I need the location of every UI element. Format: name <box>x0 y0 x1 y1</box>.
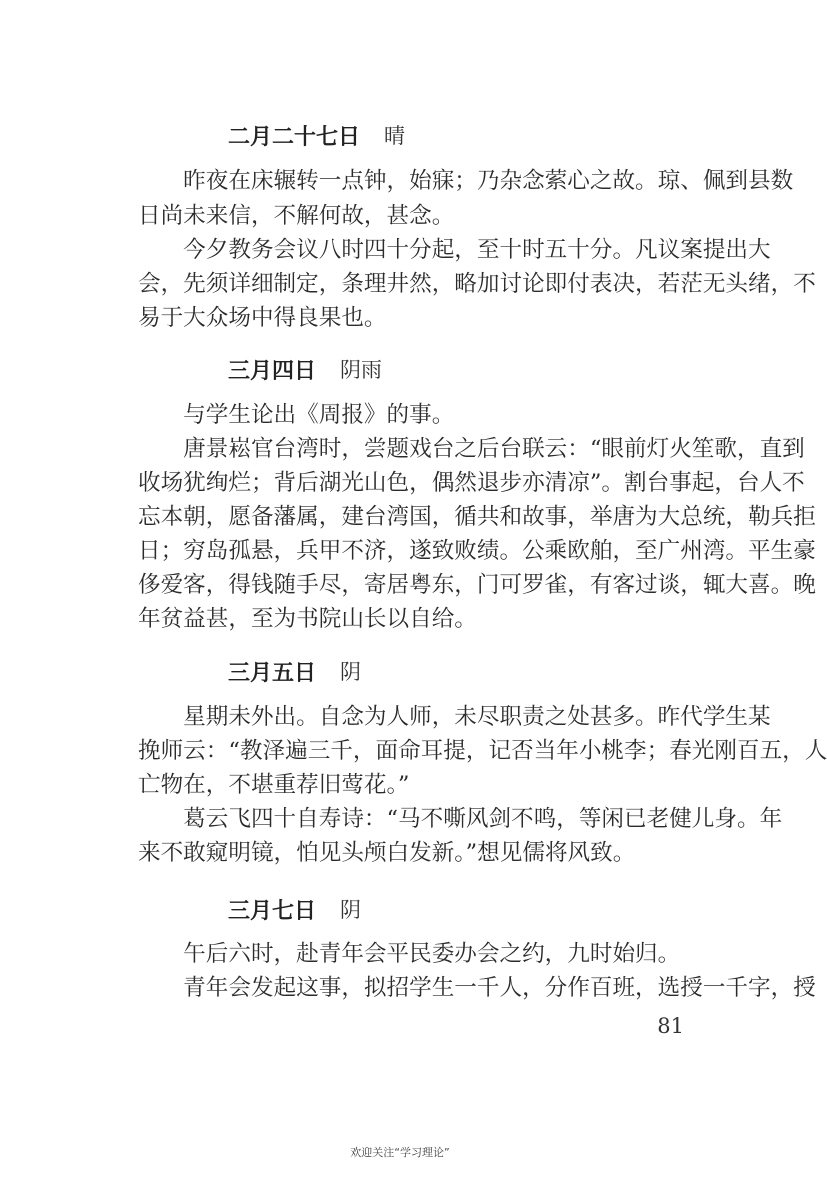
paragraph-line: 午后六时，赴青年会平民委办会之约，九时始归。 <box>138 941 681 967</box>
entry-heading-2 <box>228 654 361 688</box>
entry-date: 二月二十七日 <box>228 124 361 150</box>
page-number: 81 <box>657 1014 684 1038</box>
paragraph-line: 青年会发起这事，拟招学生一千人，分作百班，选授一千字，授 <box>138 975 816 1001</box>
paragraph-line: 唐景崧官台湾时，尝题戏台之后台联云：“眼前灯火笙歌，直到 <box>138 436 805 462</box>
paragraph-line: 葛云飞四十自寿诗：“马不嘶风剑不鸣，等闲已老健儿身。年 <box>138 806 783 832</box>
paragraph-line: 日尚未来信，不解何故，甚念。 <box>138 203 455 229</box>
footer-note: 欢迎关注“学习理论” <box>350 1146 450 1159</box>
paragraph-line: 亡物在，不堪重荐旧莺花。” <box>138 772 410 798</box>
entry-weather: 阴雨 <box>340 358 383 382</box>
paragraph-line: 年贫益甚，至为书院山长以自给。 <box>138 606 477 632</box>
entry-weather: 阴 <box>340 660 362 684</box>
paragraph-line: 与学生论出《周报》的事。 <box>138 402 455 428</box>
paragraph-line: 忘本朝，愿备藩属，建台湾国，循共和故事，举唐为大总统，勒兵拒 <box>138 504 816 530</box>
paragraph-line: 来不敢窥明镜，怕见头颅白发新。”想见儒将风致。 <box>138 840 636 866</box>
entry-date: 三月四日 <box>228 358 317 384</box>
entry-weather: 晴 <box>384 124 406 148</box>
paragraph-line: 收场犹绚烂；背后湖光山色，偶然退步亦清凉”。割台事起，台人不 <box>138 470 805 496</box>
entry-weather: 阴 <box>340 898 362 922</box>
paragraph-line: 会，先须详细制定，条理井然，略加讨论即付表决，若茫无头绪，不 <box>138 271 816 297</box>
paragraph-line: 今夕教务会议八时四十分起，至十时五十分。凡议案提出大 <box>138 237 771 263</box>
paragraph-line: 易于大众场中得良果也。 <box>138 305 387 331</box>
entry-heading-1 <box>228 352 382 386</box>
paragraph-line: 侈爱客，得钱随手尽，寄居粤东，门可罗雀，有客过谈，辄大喜。晚 <box>138 572 816 598</box>
entry-date: 三月五日 <box>228 660 317 686</box>
paragraph-line: 挽师云：“教泽遍三千，面命耳提，记否当年小桃李；春光刚百五，人 <box>138 738 827 764</box>
entry-heading-3 <box>228 892 361 926</box>
paragraph-line: 日；穷岛孤悬，兵甲不济，遂致败绩。公乘欧舶，至广州湾。平生豪 <box>138 538 816 564</box>
paragraph-line: 星期未外出。自念为人师，未尽职责之处甚多。昨代学生某 <box>138 704 771 730</box>
entry-date: 三月七日 <box>228 898 317 924</box>
paragraph-line: 昨夜在床辗转一点钟，始寐；乃杂念萦心之故。琼、佩到县数 <box>138 168 794 194</box>
entry-heading-0 <box>228 118 405 152</box>
